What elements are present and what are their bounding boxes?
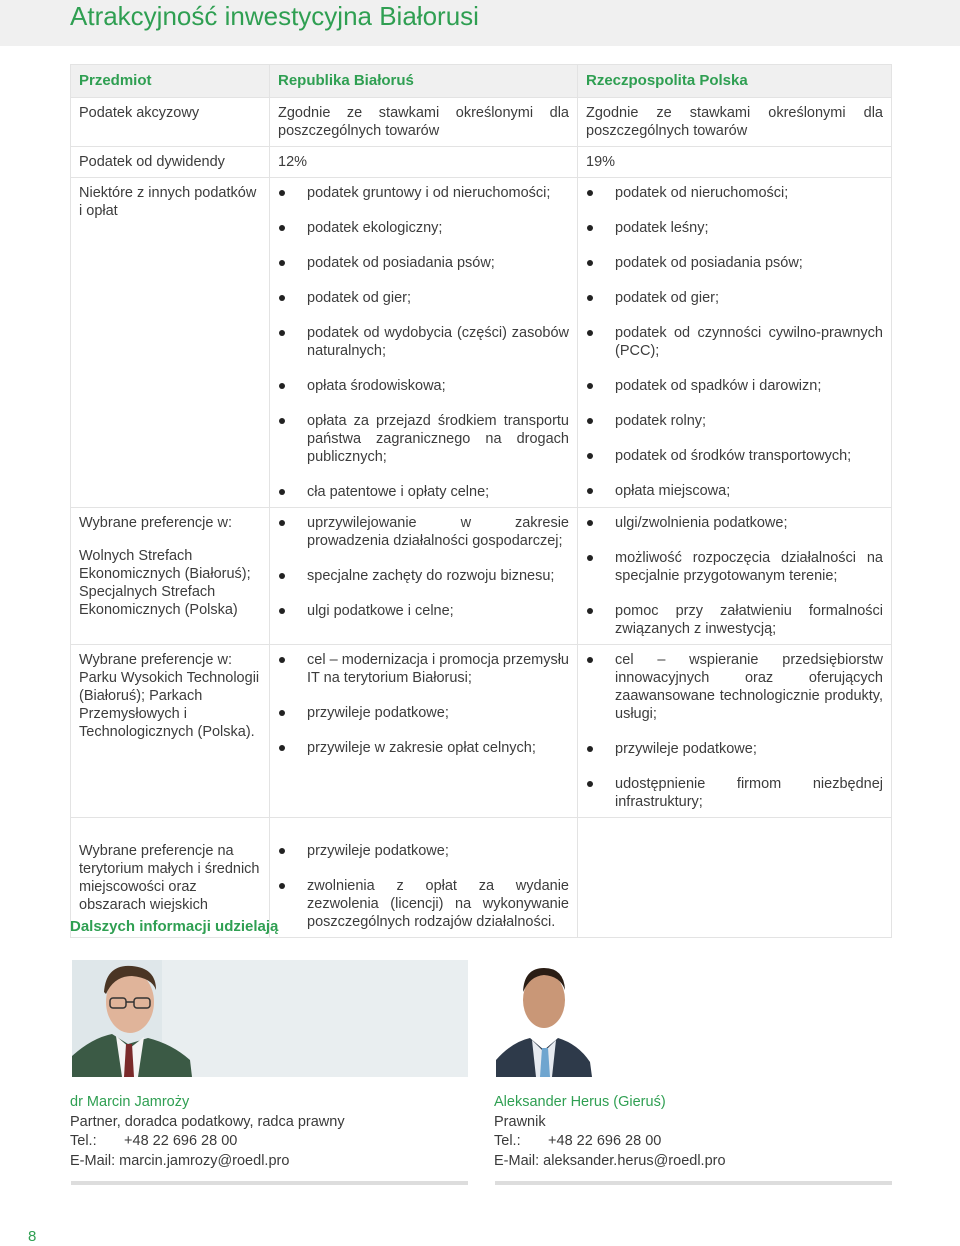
contact-phone-line: [494, 1132, 726, 1152]
list-item: przywileje podatkowe;: [278, 704, 569, 722]
row-subject-text: Wybrane preferencje na terytorium małych i średnich miejscowości oraz obszarach wiejskich: [79, 843, 260, 913]
phone-label: Tel.:: [70, 1133, 97, 1149]
contact-card: [70, 1093, 345, 1171]
belarus-cell: 12%: [270, 147, 578, 178]
column-header-belarus: Republika Białoruś: [270, 65, 578, 98]
list-item: ulgi/zwolnienia podatkowe;: [586, 514, 883, 532]
list-item: zwolnienia z opłat za wydanie zezwolenia (licencji) na wykonywanie poszczególnych rodzajów działalności.: [278, 877, 569, 931]
list-item: możliwość rozpoczęcia działalności na specjalnie przygotowanym terenie;: [586, 549, 883, 585]
poland-cell: [578, 178, 892, 508]
row-subject-line: Wybrane preferencje w:: [79, 515, 232, 531]
table-row-excise: [71, 98, 892, 147]
list-item: cel – wspieranie przedsiębiorstw innowacyjnych oraz oferujących zaawansowane technologicznie produkty, usługi;: [586, 651, 883, 723]
poland-cell: 19%: [578, 147, 892, 178]
list-item: opłata miejscowa;: [586, 482, 883, 500]
divider: [71, 1181, 468, 1185]
contact-name: dr Marcin Jamroży: [70, 1094, 190, 1110]
comparison-table: [70, 64, 892, 938]
belarus-list: [278, 184, 569, 501]
list-item: podatek od spadków i darowizn;: [586, 377, 883, 395]
table-header-row: [71, 65, 892, 98]
column-header-poland: Rzeczpospolita Polska: [578, 65, 892, 98]
row-subject-line: Wolnych Strefach Ekonomicznych (Białoruś); Specjalnych Strefach Ekonomicznych (Polska): [79, 548, 251, 618]
contact-phone-line: [70, 1132, 345, 1152]
belarus-cell: [270, 178, 578, 508]
email-label: E-Mail:: [494, 1152, 540, 1169]
list-item: podatek od posiadania psów;: [586, 254, 883, 272]
contact-card: [494, 1093, 726, 1171]
list-item: cel – modernizacja i promocja przemysłu IT na terytorium Białorusi;: [278, 651, 569, 687]
row-subject: Wybrane preferencje w: Parku Wysokich Technologii (Białoruś); Parkach Przemysłowych i Technologicznych (Polska).: [71, 645, 270, 818]
phone-label: Tel.:: [494, 1133, 521, 1149]
portrait-photo: [496, 960, 892, 1077]
belarus-cell: [270, 818, 578, 938]
list-item: podatek ekologiczny;: [278, 219, 569, 237]
belarus-list: [278, 514, 569, 620]
list-item: uprzywilejowanie w zakresie prowadzenia działalności gospodarczej;: [278, 514, 569, 550]
poland-cell-empty: [578, 818, 892, 938]
list-item: podatek od gier;: [586, 289, 883, 307]
contact-name: Aleksander Herus (Gieruś): [494, 1094, 666, 1110]
email-label: E-Mail:: [70, 1152, 116, 1169]
list-item: podatek od czynności cywilno-prawnych (PCC);: [586, 324, 883, 360]
poland-list: [586, 514, 883, 638]
row-subject: Podatek od dywidendy: [71, 147, 270, 178]
row-subject: Podatek akcyzowy: [71, 98, 270, 147]
list-item: podatek od środków transportowych;: [586, 447, 883, 465]
page-title: Atrakcyjność inwestycyjna Białorusi: [70, 1, 479, 31]
contact-email[interactable]: marcin.jamrozy@roedl.pro: [119, 1152, 290, 1169]
list-item: pomoc przy załatwieniu formalności związanych z inwestycją;: [586, 602, 883, 638]
belarus-list: [278, 651, 569, 757]
list-item: podatek od wydobycia (części) zasobów naturalnych;: [278, 324, 569, 360]
divider: [495, 1181, 892, 1185]
list-item: cła patentowe i opłaty celne;: [278, 483, 569, 501]
poland-cell: Zgodnie ze stawkami określonymi dla poszczególnych towarów: [578, 98, 892, 147]
list-item: podatek leśny;: [586, 219, 883, 237]
contact-email[interactable]: aleksander.herus@roedl.pro: [543, 1152, 726, 1169]
list-item: przywileje w zakresie opłat celnych;: [278, 739, 569, 757]
list-item: ulgi podatkowe i celne;: [278, 602, 569, 620]
list-item: podatek gruntowy i od nieruchomości;: [278, 184, 569, 202]
list-item: przywileje podatkowe;: [586, 740, 883, 758]
list-item: specjalne zachęty do rozwoju biznesu;: [278, 567, 569, 585]
poland-cell: [578, 508, 892, 645]
list-item: podatek od nieruchomości;: [586, 184, 883, 202]
poland-list: [586, 184, 883, 500]
title-bar: [0, 0, 960, 46]
list-item: opłata środowiskowa;: [278, 377, 569, 395]
belarus-list: [278, 842, 569, 931]
list-item: podatek od gier;: [278, 289, 569, 307]
list-item: udostępnienie firmom niezbędnej infrastruktury;: [586, 775, 883, 811]
contact-email-line: [70, 1152, 345, 1172]
row-subject: [71, 508, 270, 645]
column-header-subject: Przedmiot: [71, 65, 270, 98]
list-item: opłata za przejazd środkiem transportu państwa zagranicznego na drogach publicznych;: [278, 412, 569, 466]
row-subject: Niektóre z innych podatków i opłat: [71, 178, 270, 508]
contact-role: Partner, doradca podatkowy, radca prawny: [70, 1113, 345, 1130]
contact-email-line: [494, 1152, 726, 1172]
list-item: przywileje podatkowe;: [278, 842, 569, 860]
table-row-other-taxes: [71, 178, 892, 508]
contacts-heading: Dalszych informacji udzielają: [70, 918, 279, 935]
belarus-cell: [270, 645, 578, 818]
list-item: podatek od posiadania psów;: [278, 254, 569, 272]
contact-phone[interactable]: +48 22 696 28 00: [548, 1133, 662, 1149]
contact-role: Prawnik: [494, 1113, 546, 1130]
contact-phone[interactable]: +48 22 696 28 00: [124, 1133, 238, 1149]
poland-list: [586, 651, 883, 811]
table-row-dividend: [71, 147, 892, 178]
portrait-photo: [72, 960, 468, 1077]
table-row-economic-zones: [71, 508, 892, 645]
belarus-cell: [270, 508, 578, 645]
table-row-tech-parks: [71, 645, 892, 818]
list-item: podatek rolny;: [586, 412, 883, 430]
belarus-cell: Zgodnie ze stawkami określonymi dla poszczególnych towarów: [270, 98, 578, 147]
poland-cell: [578, 645, 892, 818]
page-number: 8: [28, 1228, 37, 1245]
